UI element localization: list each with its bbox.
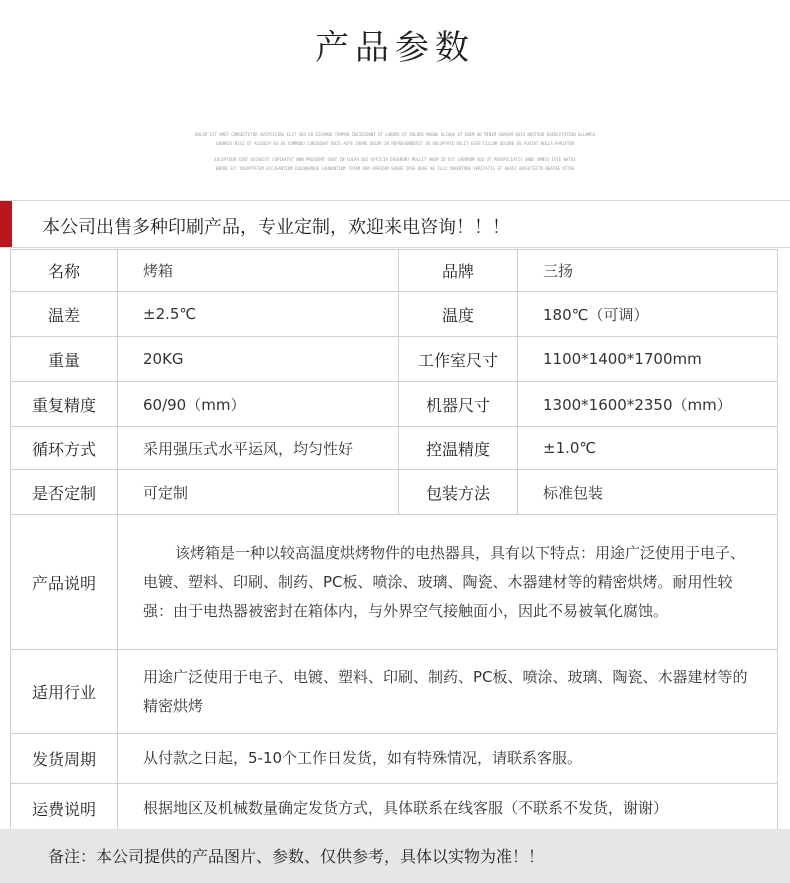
banner: [0, 200, 790, 248]
detail-value: 根据地区及机械数量确定发货方式，具体联系在线客服（不联系不发货，谢谢）: [118, 784, 778, 834]
detail-value: 该烤箱是一种以较高温度烘烤物件的电热器具，具有以下特点：用途广泛使用于电子、电镀、塑料、印刷、制药、PC板、喷涂、玻璃、陶瓷、木器建材等的精密烘烤。耐用性较强：由于电热器被密封在箱体内，与外界空气接触面小，因此不易被氧化腐蚀。: [118, 515, 778, 650]
table-row: [11, 250, 778, 292]
banner-text: 本公司出售多种印刷产品，专业定制，欢迎来电咨询！！！: [42, 217, 510, 238]
decorative-tiny-text-line: DOLOR SIT AMET CONSECTETUR ADIPISCING ELIT SED DO EIUSMOD TEMPOR INCIDIDUNT UT LABORE ET DOLORE MAGNA ALIQUA UT ENIM AD MINIM VENIAM QUIS NOSTRUD EXERCITATION ULLAMCO: [195, 132, 595, 137]
spec-value: 20KG: [118, 337, 399, 382]
spec-label: 温差: [11, 292, 118, 337]
spec-label: 重复精度: [11, 382, 118, 427]
footer-text: 备注：本公司提供的产品图片、参数、仅供参考，具体以实物为准！！: [48, 847, 545, 866]
table-row: [11, 515, 778, 650]
spec-table: [10, 249, 778, 834]
spec-label: 温度: [399, 292, 518, 337]
detail-label: 产品说明: [11, 515, 118, 650]
spec-value: 烤箱: [118, 250, 399, 292]
table-row: [11, 784, 778, 834]
banner-accent-bar: [0, 201, 12, 247]
spec-value: 采用强压式水平运风，均匀性好: [118, 427, 399, 470]
detail-label: 发货周期: [11, 734, 118, 784]
spec-label: 品牌: [399, 250, 518, 292]
spec-value: 标准包装: [518, 470, 778, 515]
decorative-tiny-text-line: ERROR SIT VOLUPTATEM ACCUSANTIUM DOLOREMQUE LAUDANTIUM TOTAM REM APERIAM EAQUE IPSA QUAE AB ILLO INVENTORE VERITATIS ET QUASI ARCHITECTO BEATAE VITAE: [215, 166, 575, 171]
spec-label: 名称: [11, 250, 118, 292]
spec-label: 包装方法: [399, 470, 518, 515]
decorative-tiny-text-line: EXCEPTEUR SINT OCCAECAT CUPIDATAT NON PROIDENT SUNT IN CULPA QUI OFFICIA DESERUNT MOLLIT ANIM ID EST LABORUM SED UT PERSPICIATIS UNDE OMNIS ISTE NATUS: [214, 157, 576, 162]
table-row: [11, 650, 778, 734]
spec-value: 三扬: [518, 250, 778, 292]
spec-label: 循环方式: [11, 427, 118, 470]
table-row: [11, 734, 778, 784]
detail-value: 用途广泛使用于电子、电镀、塑料、印刷、制药、PC板、喷涂、玻璃、陶瓷、木器建材等的精密烘烤: [118, 650, 778, 734]
detail-value: 从付款之日起，5-10个工作日发货，如有特殊情况，请联系客服。: [118, 734, 778, 784]
spec-label: 是否定制: [11, 470, 118, 515]
table-row: [11, 470, 778, 515]
spec-value: ±1.0℃: [518, 427, 778, 470]
table-row: [11, 382, 778, 427]
spec-value: ±2.5℃: [118, 292, 399, 337]
spec-label: 机器尺寸: [399, 382, 518, 427]
spec-value: 1300*1600*2350（mm）: [518, 382, 778, 427]
table-row: [11, 427, 778, 470]
table-row: [11, 292, 778, 337]
spec-label: 控温精度: [399, 427, 518, 470]
spec-value: 60/90（mm）: [118, 382, 399, 427]
decorative-tiny-text-line: LABORIS NISI UT ALIQUIP EX EA COMMODO CONSEQUAT DUIS AUTE IRURE DOLOR IN REPREHENDERIT IN VOLUPTATE VELIT ESSE CILLUM DOLORE EU FUGIAT NULLA PARIATUR: [215, 141, 575, 146]
spec-value: 1100*1400*1700mm: [518, 337, 778, 382]
table-row: [11, 337, 778, 382]
spec-value: 可定制: [118, 470, 399, 515]
detail-label: 适用行业: [11, 650, 118, 734]
spec-label: 重量: [11, 337, 118, 382]
page-title: 产品参数: [315, 28, 475, 68]
footer-note: [0, 829, 790, 883]
detail-label: 运费说明: [11, 784, 118, 834]
spec-value: 180℃（可调）: [518, 292, 778, 337]
spec-label: 工作室尺寸: [399, 337, 518, 382]
